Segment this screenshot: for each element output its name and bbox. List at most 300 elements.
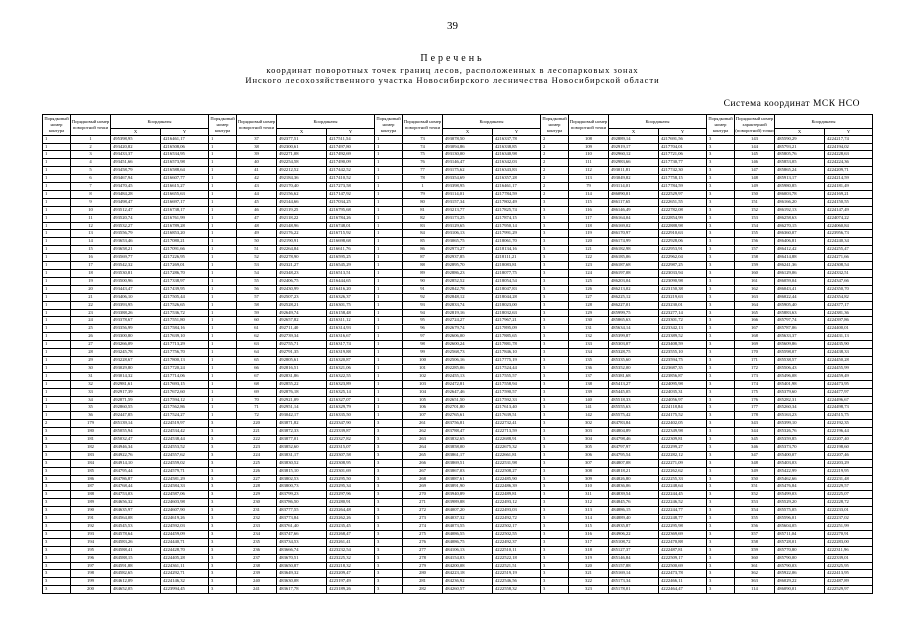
point-cell: 270 — [403, 491, 443, 499]
contour-cell: 3 — [541, 317, 569, 325]
x-cell: 483940,89 — [443, 491, 493, 499]
point-cell: 343 — [735, 420, 775, 428]
y-cell: 4217592,33 — [493, 396, 541, 404]
y-cell: 4222502,55 — [493, 530, 541, 538]
point-cell: 360 — [735, 554, 775, 562]
y-cell: 4217536,72 — [161, 309, 209, 317]
contour-cell: 3 — [43, 459, 71, 467]
contour-cell: 3 — [375, 491, 403, 499]
contour-cell: 3 — [209, 546, 237, 554]
contour-cell: 3 — [707, 380, 735, 388]
x-cell: 483670,51 — [277, 554, 327, 562]
x-cell: 484086,55 — [443, 530, 493, 538]
contour-cell: 3 — [541, 356, 569, 364]
contour-cell: 3 — [209, 586, 237, 594]
contour-cell: 2 — [541, 159, 569, 167]
y-cell: 4222248,77 — [659, 515, 707, 523]
table-row — [43, 206, 873, 214]
contour-cell: 3 — [707, 483, 735, 491]
contour-cell: 3 — [707, 325, 735, 333]
x-cell: 492300,61 — [277, 143, 327, 151]
y-cell: 4216461,17 — [493, 183, 541, 191]
point-cell: 221 — [237, 428, 277, 436]
x-cell: 484839,54 — [609, 491, 659, 499]
y-cell: 4217590,57 — [493, 388, 541, 396]
contour-cell: 3 — [707, 388, 735, 396]
table-row — [43, 388, 873, 396]
y-cell: 4217672,60 — [161, 388, 209, 396]
x-cell: 492264,84 — [277, 246, 327, 254]
point-cell: 12 — [71, 222, 111, 230]
contour-cell: 3 — [43, 499, 71, 507]
x-cell: 485282,31 — [775, 396, 825, 404]
x-cell: 493512,47 — [111, 206, 161, 214]
table-row — [43, 578, 873, 586]
x-cell: 493078,50 — [443, 135, 493, 143]
y-cell: 4217584,16 — [161, 325, 209, 333]
header-y: Y — [327, 129, 375, 136]
x-cell: 484935,87 — [609, 523, 659, 531]
contour-cell: 3 — [375, 499, 403, 507]
x-cell: 485173,34 — [609, 578, 659, 586]
x-cell: 493266,09 — [111, 341, 161, 349]
point-cell: 176 — [735, 396, 775, 404]
x-cell: 492876,18 — [277, 388, 327, 396]
contour-cell: 3 — [541, 285, 569, 293]
point-cell: 222 — [237, 436, 277, 444]
table-row — [43, 380, 873, 388]
y-cell: 4217704,01 — [659, 143, 707, 151]
point-cell: 104 — [403, 388, 443, 396]
point-cell: 170 — [735, 349, 775, 357]
contour-cell: 3 — [541, 491, 569, 499]
x-cell: 483777,55 — [277, 507, 327, 515]
x-cell: 484073,55 — [443, 523, 493, 531]
contour-cell: 3 — [707, 404, 735, 412]
x-cell: 492212,52 — [277, 167, 327, 175]
x-cell: 493049,82 — [609, 175, 659, 183]
contour-cell: 1 — [43, 333, 71, 341]
x-cell: 485633,37 — [775, 333, 825, 341]
x-cell: 493393,95 — [111, 301, 161, 309]
point-cell: 181 — [71, 436, 111, 444]
point-cell: 178 — [735, 412, 775, 420]
y-cell: 4224240,34 — [825, 238, 873, 246]
contour-cell: 1 — [375, 151, 403, 159]
y-cell: 4224603,98 — [161, 499, 209, 507]
x-cell: 484753,03 — [111, 491, 161, 499]
y-cell: 4223994,45 — [161, 586, 209, 594]
contour-cell: 3 — [209, 515, 237, 523]
y-cell: 4217967,21 — [493, 317, 541, 325]
table-row — [43, 183, 873, 191]
x-cell: 492528,21 — [277, 301, 327, 309]
y-cell: 4222910,63 — [659, 230, 707, 238]
contour-cell: 1 — [43, 309, 71, 317]
contour-cell: 3 — [375, 530, 403, 538]
x-cell: 492118,22 — [277, 214, 327, 222]
x-cell: 484106,13 — [443, 546, 493, 554]
point-cell: 5 — [71, 167, 111, 175]
contour-cell: 1 — [209, 246, 237, 254]
y-cell: 4216795,68 — [327, 206, 375, 214]
x-cell: 485413,27 — [609, 380, 659, 388]
y-cell: 4224214,59 — [825, 175, 873, 183]
y-cell: 4217497,80 — [327, 143, 375, 151]
point-cell: 98 — [403, 341, 443, 349]
point-cell: 135 — [569, 356, 609, 364]
y-cell: 4222529,97 — [659, 190, 707, 198]
x-cell: 485790,00 — [775, 554, 825, 562]
x-cell: 483832,65 — [443, 436, 493, 444]
x-cell: 486241,36 — [775, 262, 825, 270]
x-cell: 485797,74 — [775, 317, 825, 325]
point-cell: 70 — [237, 396, 277, 404]
y-cell: 4216615,27 — [161, 183, 209, 191]
header-point-number: Порядковый номер поворотной точки — [403, 115, 443, 136]
contour-cell: 1 — [43, 404, 71, 412]
y-cell: 4222349,98 — [659, 428, 707, 436]
x-cell: 492406,75 — [277, 277, 327, 285]
point-cell: 163 — [735, 293, 775, 301]
x-cell: 492184,36 — [277, 175, 327, 183]
y-cell: 4222233,01 — [825, 507, 873, 515]
x-cell: 484914,10 — [111, 459, 161, 467]
x-cell: 484795,54 — [609, 451, 659, 459]
x-cell: 483734,53 — [277, 538, 327, 546]
contour-cell: 1 — [43, 356, 71, 364]
table-body — [43, 135, 873, 594]
x-cell: 485590,29 — [775, 135, 825, 143]
y-cell: 4222661,81 — [493, 451, 541, 459]
x-cell: 483861,17 — [443, 451, 493, 459]
point-cell: 134 — [569, 349, 609, 357]
y-cell: 4216321,06 — [327, 364, 375, 372]
y-cell: 4222339,01 — [825, 554, 873, 562]
x-cell: 483799,23 — [277, 491, 327, 499]
y-cell: 4222369,69 — [659, 530, 707, 538]
point-cell: 155 — [735, 230, 775, 238]
x-cell: 492278,90 — [277, 254, 327, 262]
x-cell: 485499,03 — [775, 491, 825, 499]
y-cell: 4222522,18 — [493, 554, 541, 562]
x-cell: 492430,99 — [277, 285, 327, 293]
x-cell: 492472,81 — [443, 380, 493, 388]
y-cell: 4216337,78 — [493, 135, 541, 143]
y-cell: 4218134,16 — [493, 246, 541, 254]
point-cell: 123 — [569, 262, 609, 270]
contour-cell: 3 — [707, 428, 735, 436]
contour-cell: 3 — [541, 483, 569, 491]
point-cell: 68 — [237, 380, 277, 388]
contour-cell: 3 — [209, 554, 237, 562]
y-cell: 4216545,29 — [327, 262, 375, 270]
x-cell: 492860,55 — [111, 404, 161, 412]
contour-cell: 3 — [209, 499, 237, 507]
contour-cell: 3 — [541, 428, 569, 436]
x-cell: 485178,01 — [609, 586, 659, 594]
point-cell: 59 — [237, 309, 277, 317]
point-cell: 100 — [403, 356, 443, 364]
y-cell: 4217551,80 — [161, 317, 209, 325]
document-subtitle-line2: Инского лесохозяйственного участка Новосибирского лесничества Новосибирской области — [245, 75, 660, 85]
contour-cell: 1 — [43, 222, 71, 230]
x-cell: 493530,81 — [111, 270, 161, 278]
x-cell: 484818,21 — [609, 467, 659, 475]
x-cell: 484635,97 — [111, 507, 161, 515]
y-cell: 4222651,55 — [659, 198, 707, 206]
x-cell: 486090,01 — [609, 190, 659, 198]
point-cell: 195 — [71, 546, 111, 554]
contour-cell: 3 — [541, 309, 569, 317]
x-cell: 485575,42 — [609, 412, 659, 420]
contour-cell: 3 — [541, 523, 569, 531]
y-cell: 4223307,58 — [327, 451, 375, 459]
header-coordinates: Координаты — [775, 115, 873, 129]
point-cell: 187 — [71, 483, 111, 491]
x-cell: 492852,52 — [443, 277, 493, 285]
y-cell: 4218061,70 — [493, 238, 541, 246]
x-cell: 486406,81 — [775, 238, 825, 246]
y-cell: 4223308,95 — [327, 459, 375, 467]
x-cell: 484889,40 — [609, 515, 659, 523]
x-cell: 483650,87 — [277, 562, 327, 570]
x-cell: 492921,09 — [277, 396, 327, 404]
y-cell: 4223209,47 — [327, 570, 375, 578]
table-row — [43, 135, 873, 143]
header-point-number: Порядковый номер поворотной точки — [237, 115, 277, 136]
contour-cell: 3 — [707, 309, 735, 317]
contour-cell: 3 — [707, 443, 735, 451]
contour-cell: 3 — [541, 325, 569, 333]
y-cell: 4217562,86 — [161, 404, 209, 412]
y-cell: 4222492,72 — [493, 515, 541, 523]
point-cell: 172 — [735, 364, 775, 372]
y-cell: 4216588,64 — [161, 167, 209, 175]
point-cell: 94 — [403, 309, 443, 317]
contour-cell: 3 — [707, 301, 735, 309]
contour-cell: 1 — [375, 372, 403, 380]
point-cell: 96 — [403, 325, 443, 333]
y-cell: 4224455,99 — [825, 364, 873, 372]
point-cell: 114 — [569, 190, 609, 198]
contour-cell: 1 — [375, 270, 403, 278]
x-cell: 492871,59 — [111, 396, 161, 404]
x-cell: 485865,63 — [609, 317, 659, 325]
contour-cell: 1 — [43, 364, 71, 372]
contour-cell: 3 — [541, 372, 569, 380]
contour-cell: 1 — [375, 190, 403, 198]
point-cell: 151 — [735, 198, 775, 206]
table-row — [43, 412, 873, 420]
point-cell: 117 — [569, 214, 609, 222]
y-cell: 4217226,95 — [161, 254, 209, 262]
point-cell: 131 — [569, 325, 609, 333]
x-cell: 493157,34 — [443, 198, 493, 206]
contour-cell: 1 — [43, 301, 71, 309]
x-cell: 486146,49 — [609, 206, 659, 214]
point-cell: 112 — [569, 167, 609, 175]
y-cell: 4216595,25 — [327, 254, 375, 262]
x-cell: 492983,66 — [609, 159, 659, 167]
x-cell: 493406,10 — [111, 293, 161, 301]
y-cell: 4223315,07 — [327, 443, 375, 451]
y-cell: 4222198,60 — [825, 443, 873, 451]
point-cell: 184 — [71, 459, 111, 467]
y-cell: 4216761,99 — [161, 214, 209, 222]
x-cell: 486117,65 — [609, 198, 659, 206]
contour-cell: 1 — [43, 372, 71, 380]
contour-cell: 1 — [375, 222, 403, 230]
contour-cell: 3 — [541, 262, 569, 270]
x-cell: 483649,32 — [277, 570, 327, 578]
header-x: X — [111, 129, 161, 136]
point-cell: 9 — [71, 198, 111, 206]
point-cell: 312 — [569, 499, 609, 507]
x-cell: 492937,85 — [443, 254, 493, 262]
x-cell: 486192,13 — [775, 206, 825, 214]
x-cell: 492321,27 — [277, 262, 327, 270]
point-cell: 175 — [735, 388, 775, 396]
x-cell: 486412,42 — [775, 246, 825, 254]
contour-cell: 1 — [375, 277, 403, 285]
y-cell: 4222248,64 — [659, 483, 707, 491]
x-cell: 485139,14 — [111, 420, 161, 428]
contour-cell: 3 — [43, 451, 71, 459]
y-cell: 4222311,96 — [825, 546, 873, 554]
y-cell: 4222219,95 — [825, 467, 873, 475]
table-row — [43, 372, 873, 380]
y-cell: 4222271,09 — [659, 459, 707, 467]
point-cell: 358 — [735, 538, 775, 546]
contour-cell: 1 — [375, 285, 403, 293]
table-row — [43, 507, 873, 515]
point-cell: 1 — [71, 135, 111, 143]
x-cell: 485496,08 — [775, 372, 825, 380]
table-row — [43, 349, 873, 357]
contour-cell: 1 — [375, 183, 403, 191]
table-row — [43, 443, 873, 451]
contour-cell: 1 — [43, 214, 71, 222]
table-row — [43, 222, 873, 230]
x-cell: 485328,75 — [609, 349, 659, 357]
point-cell: 363 — [735, 578, 775, 586]
x-cell: 492271,08 — [277, 151, 327, 159]
x-cell: 492973,27 — [443, 246, 493, 254]
y-cell: 4223347,90 — [327, 420, 375, 428]
x-cell: 492833,74 — [443, 301, 493, 309]
x-cell: 493467,94 — [111, 175, 161, 183]
contour-cell: 3 — [209, 428, 237, 436]
x-cell: 493484,28 — [111, 190, 161, 198]
point-cell: 67 — [237, 372, 277, 380]
x-cell: 492156,62 — [277, 190, 327, 198]
x-cell: 484656,32 — [111, 499, 161, 507]
point-cell: 75 — [403, 151, 443, 159]
point-cell: 273 — [403, 515, 443, 523]
x-cell: 492960,12 — [609, 151, 659, 159]
contour-cell: 1 — [43, 262, 71, 270]
x-cell: 485462,66 — [775, 475, 825, 483]
x-cell: 484236,92 — [443, 578, 493, 586]
x-cell: 485555,63 — [609, 404, 659, 412]
table-row — [43, 262, 873, 270]
contour-cell: 3 — [707, 586, 735, 594]
y-cell: 4217439,95 — [161, 285, 209, 293]
point-cell: 84 — [403, 230, 443, 238]
contour-cell: 1 — [375, 404, 403, 412]
point-cell: 231 — [237, 507, 277, 515]
contour-cell: 3 — [707, 467, 735, 475]
y-cell: 4224095,98 — [659, 380, 707, 388]
table-row — [43, 214, 873, 222]
point-cell: 318 — [569, 546, 609, 554]
y-cell: 4224607,90 — [161, 507, 209, 515]
contour-cell: 3 — [541, 341, 569, 349]
y-cell: 4224209,71 — [825, 167, 873, 175]
point-cell: 140 — [569, 396, 609, 404]
contour-cell: 1 — [43, 277, 71, 285]
table-row — [43, 254, 873, 262]
point-cell: 302 — [569, 420, 609, 428]
point-cell: 49 — [237, 230, 277, 238]
contour-cell: 3 — [541, 214, 569, 222]
x-cell: 493300,80 — [111, 333, 161, 341]
contour-cell: 1 — [375, 380, 403, 388]
contour-cell: 3 — [707, 459, 735, 467]
contour-cell: 1 — [209, 285, 237, 293]
contour-cell: 3 — [541, 380, 569, 388]
y-cell: 4222487,81 — [659, 546, 707, 554]
point-cell: 228 — [237, 483, 277, 491]
x-cell: 486360,07 — [775, 230, 825, 238]
x-cell: 486059,04 — [775, 277, 825, 285]
x-cell: 486197,08 — [609, 270, 659, 278]
y-cell: 4216314,93 — [327, 325, 375, 333]
table-row — [43, 190, 873, 198]
x-cell: 484583,26 — [111, 538, 161, 546]
x-cell: 492805,61 — [277, 356, 327, 364]
contour-cell: 3 — [541, 364, 569, 372]
point-cell: 167 — [735, 325, 775, 333]
y-cell: 4224147,49 — [825, 206, 873, 214]
point-cell: 169 — [735, 341, 775, 349]
contour-cell: 3 — [541, 515, 569, 523]
contour-cell: 1 — [43, 135, 71, 143]
y-cell: 4224347,66 — [825, 277, 873, 285]
x-cell: 495398,95 — [111, 135, 161, 143]
point-cell: 309 — [569, 475, 609, 483]
contour-cell: 1 — [209, 277, 237, 285]
x-cell: 492377,51 — [277, 135, 327, 143]
y-cell: 4216319,88 — [327, 349, 375, 357]
x-cell: 485401,98 — [775, 380, 825, 388]
x-cell: 486029,22 — [775, 578, 825, 586]
point-cell: 232 — [237, 515, 277, 523]
contour-cell: 1 — [209, 356, 237, 364]
contour-cell: 3 — [43, 570, 71, 578]
x-cell: 485352,00 — [609, 364, 659, 372]
y-cell: 4216342,03 — [493, 159, 541, 167]
contour-cell: 3 — [707, 349, 735, 357]
contour-cell: 3 — [707, 175, 735, 183]
table-row — [43, 270, 873, 278]
point-cell: 351 — [735, 483, 775, 491]
y-cell: 4216611,76 — [327, 246, 375, 254]
y-cell: 4222502,17 — [493, 523, 541, 531]
x-cell: 493520,74 — [111, 214, 161, 222]
y-cell: 4223389,52 — [659, 333, 707, 341]
